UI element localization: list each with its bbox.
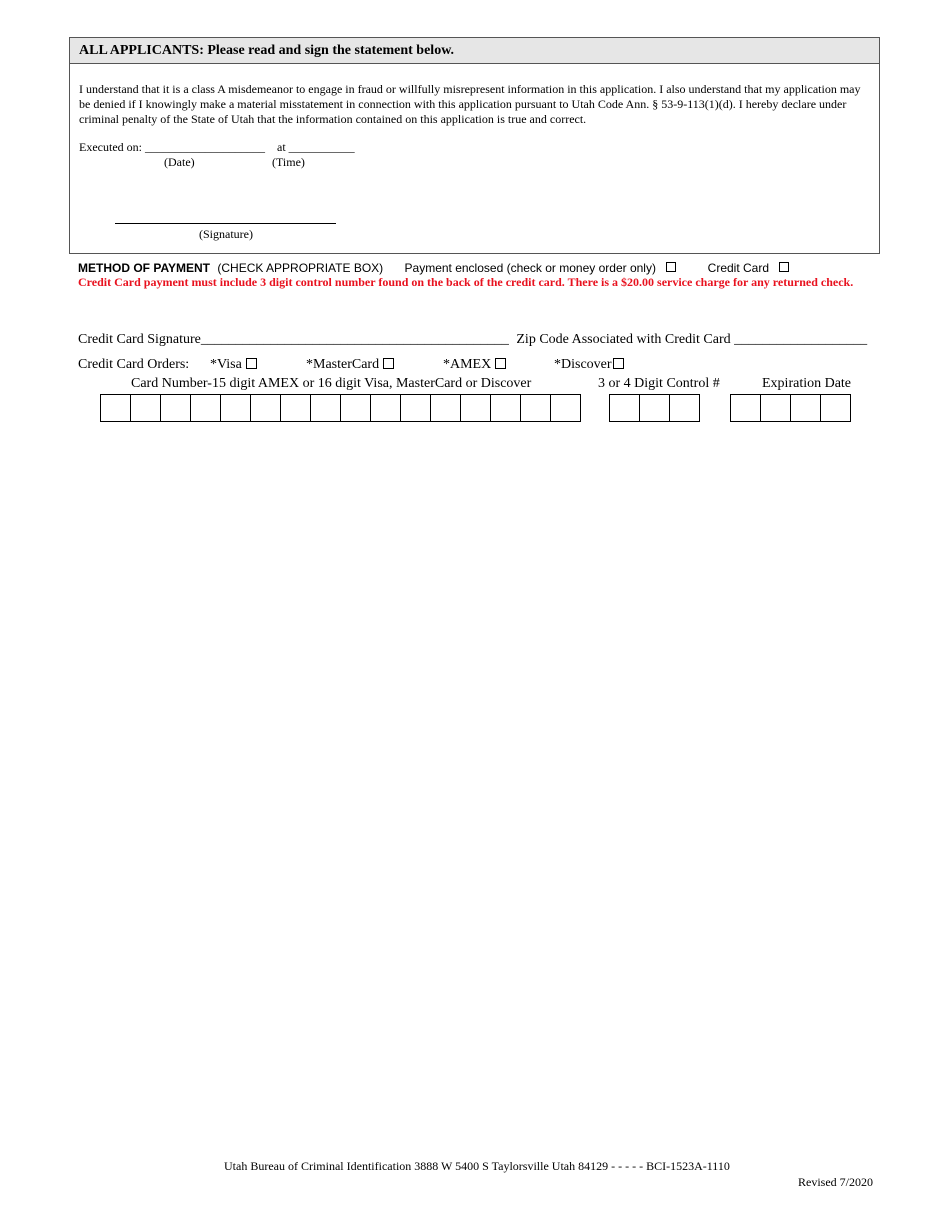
visa-checkbox[interactable] xyxy=(246,358,257,369)
visa-option[interactable] xyxy=(210,357,257,373)
amex-label: *AMEX xyxy=(443,357,492,372)
control-number-boxes xyxy=(609,394,700,422)
credit-card-signature-label: Credit Card Signature xyxy=(78,332,201,347)
discover-label: *Discover xyxy=(554,357,612,372)
card-number-digit-box[interactable] xyxy=(281,395,311,421)
date-caption: (Date) xyxy=(164,155,195,169)
statement-box xyxy=(69,37,880,254)
payment-method-row xyxy=(78,261,789,275)
expiration-date-label: Expiration Date xyxy=(762,376,852,391)
credit-card-orders-label: Credit Card Orders: xyxy=(78,357,190,372)
control-digit-box[interactable] xyxy=(610,395,640,421)
credit-card-warning: Credit Card payment must include 3 digit control number found on the back of the credit card. There is a $20.00 service charge for any returned check. xyxy=(78,275,854,289)
time-caption: (Time) xyxy=(272,155,305,169)
zip-code-field[interactable]: Zip Code Associated with Credit Card ___________________ xyxy=(516,332,868,347)
card-number-digit-box[interactable] xyxy=(401,395,431,421)
expiration-digit-box[interactable] xyxy=(791,395,821,421)
card-number-digit-box[interactable] xyxy=(221,395,251,421)
expiration-digit-box[interactable] xyxy=(761,395,791,421)
card-number-digit-box[interactable] xyxy=(371,395,401,421)
credit-card-signature-field[interactable]: ____________________________________________ xyxy=(200,332,509,347)
discover-checkbox[interactable] xyxy=(613,358,624,369)
statement-text: I understand that it is a class A misdemeanor to engage in fraud or willfully misrepresent information in this application. I also understand that my application may be denied if I knowingly make a material misstatement in connection with this application pursuant to Utah Code Ann. § 53-9-113(1)(d). I hereby declare under criminal penalty of the State of Utah that the information contained on this application is true and correct. xyxy=(79,82,861,126)
card-number-digit-box[interactable] xyxy=(131,395,161,421)
footer-address: Utah Bureau of Criminal Identification 3888 W 5400 S Taylorsville Utah 84129 - - - - - BCI-1523A-1110 xyxy=(224,1159,730,1173)
credit-card-checkbox[interactable] xyxy=(779,262,789,272)
card-number-digit-box[interactable] xyxy=(191,395,221,421)
card-number-digit-box[interactable] xyxy=(341,395,371,421)
statement-heading: ALL APPLICANTS: Please read and sign the statement below. xyxy=(70,38,879,64)
card-number-digit-box[interactable] xyxy=(431,395,461,421)
card-number-digit-box[interactable] xyxy=(161,395,191,421)
card-number-digit-box[interactable] xyxy=(251,395,281,421)
check-box-hint: (CHECK APPROPRIATE BOX) xyxy=(217,261,384,275)
signature-caption: (Signature) xyxy=(199,227,253,241)
amex-checkbox[interactable] xyxy=(495,358,506,369)
executed-on-field[interactable]: Executed on: ____________________ xyxy=(79,140,265,154)
card-number-digit-box[interactable] xyxy=(521,395,551,421)
revised-date: Revised 7/2020 xyxy=(798,1175,873,1189)
discover-option[interactable] xyxy=(554,357,624,373)
time-field[interactable]: at ___________ xyxy=(277,140,355,154)
card-number-label: Card Number-15 digit AMEX or 16 digit Visa, MasterCard or Discover xyxy=(131,376,532,391)
control-digit-box[interactable] xyxy=(670,395,700,421)
mastercard-label: *MasterCard xyxy=(306,357,380,372)
mastercard-checkbox[interactable] xyxy=(383,358,394,369)
card-number-digit-box[interactable] xyxy=(491,395,521,421)
control-digit-box[interactable] xyxy=(640,395,670,421)
expiration-digit-box[interactable] xyxy=(821,395,851,421)
control-number-label: 3 or 4 Digit Control # xyxy=(598,376,720,391)
credit-card-label: Credit Card xyxy=(707,261,770,275)
expiration-digit-box[interactable] xyxy=(731,395,761,421)
expiration-date-boxes xyxy=(730,394,851,422)
card-number-digit-box[interactable] xyxy=(101,395,131,421)
payment-heading: METHOD OF PAYMENT xyxy=(78,261,211,275)
signature-line[interactable] xyxy=(115,223,336,224)
mastercard-option[interactable] xyxy=(306,357,394,373)
payment-enclosed-checkbox[interactable] xyxy=(666,262,676,272)
amex-option[interactable] xyxy=(443,357,506,373)
visa-label: *Visa xyxy=(210,357,242,372)
card-number-digit-box[interactable] xyxy=(311,395,341,421)
card-number-digit-box[interactable] xyxy=(461,395,491,421)
credit-card-signature-row xyxy=(78,332,867,348)
card-number-boxes xyxy=(100,394,581,422)
payment-enclosed-label: Payment enclosed (check or money order only) xyxy=(404,261,656,275)
card-number-digit-box[interactable] xyxy=(551,395,581,421)
